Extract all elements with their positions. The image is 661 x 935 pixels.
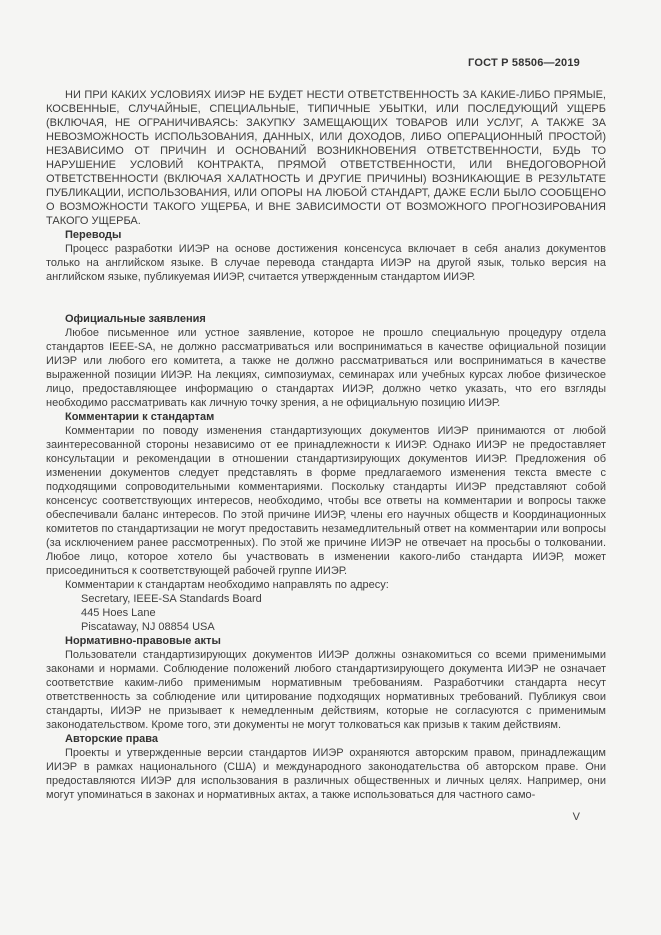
address-line-city: Piscataway, NJ 08854 USA [81,621,215,633]
copyright-paragraph: Проекты и утвержденные версии стандартов ИИЭР охраняются авторским правом, принадлежащим ИИЭР в рамках национального (США) и международного законодательства об авторском праве. Они предоставляются ИИЭР для использования в различных общественных и личных целях. Например, они могут упоминаться в законах и нормативных актах, а также использоваться для частного само- [46,747,606,801]
translations-paragraph: Процесс разработки ИИЭР на основе достижения консенсуса включает в себя анализ документов только на английском языке. В случае перевода стандарта ИИЭР на другой язык, только версия на английском языке, публикуемая ИИЭР, считается утвержденным стандартом ИИЭР. [46,243,606,283]
section-heading-official-statements: Официальные заявления [65,313,206,325]
comments-on-standards-paragraph: Комментарии по поводу изменения стандартизующих документов ИИЭР принимаются от любой заинтересованной стороны независимо от ее принадлежности к ИИЭР. Однако ИИЭР не предоставляет консультации и рекомендации в отношении стандартизирующих документов ИИЭР. Предложения об изменении документов следует представлять в форме предлагаемого изменения текста вместе с подходящими сопроводительными комментариями. Поскольку стандарты ИИЭР представляют собой консенсус соответствующих интересов, необходимо, чтобы все ответы на комментарии и вопросы также обеспечивали баланс интересов. По этой причине ИИЭР, члены его научных обществ и Координационных комитетов по стандартизации не могут предоставить незамедлительный ответ на комментарии или вопросы (за исключением ранее рассмотренных). По этой же причине ИИЭР не отвечает на просьбы о толковании. Любое лицо, которое хотело бы участвовать в изменении какого-либо стандарта ИИЭР, может присоединиться к соответствующей рабочей группе ИИЭР. [46,425,606,577]
legal-regulations-paragraph: Пользователи стандартизирующих документов ИИЭР должны ознакомиться со всеми применимыми законами и нормами. Соблюдение положений любого стандартизирующего документа ИИЭР не означает соответствие каким-либо применимым нормативным требованиям. Разработчики стандарта несут ответственность за соблюдение или цитирование подходящих нормативных требований. Публикуя свои стандарты, ИИЭР не призывает к немедленным действиям, которые не согласуются с применимым законодательством. Кроме того, эти документы не могут толковаться как призыв к таким действиям. [46,649,606,731]
section-heading-translations: Переводы [65,229,122,241]
comments-address-intro: Комментарии к стандартам необходимо направлять по адресу: [65,579,389,591]
address-line-secretary: Secretary, IEEE-SA Standards Board [81,593,262,605]
document-code-header: ГОСТ Р 58506—2019 [468,57,580,69]
official-statements-paragraph: Любое письменное или устное заявление, которое не прошло специальную процедуру отдела стандартов IEEE-SA, не должно рассматриваться или восприниматься в качестве официальной позиции ИИЭР или любого его комитета, а также не должно рассматриваться или восприниматься в качестве выраженной позиции ИИЭР. На лекциях, симпозиумах, семинарах или учебных курсах любое физическое лицо, предоставляющее информацию о стандартах ИИЭР, должно четко указать, что его взгляды необходимо рассматривать как личную точку зрения, а не официальную позицию ИИЭР. [46,327,606,409]
section-heading-copyright: Авторские права [65,733,159,745]
page-number: V [572,811,580,823]
liability-disclaimer-paragraph: НИ ПРИ КАКИХ УСЛОВИЯХ ИИЭР НЕ БУДЕТ НЕСТИ ОТВЕТСТВЕННОСТЬ ЗА КАКИЕ-ЛИБО ПРЯМЫЕ, КОСВЕННЫЕ, СЛУЧАЙНЫЕ, СПЕЦИАЛЬНЫЕ, ТИПИЧНЫЕ УБЫТКИ, ИЛИ ПОСЛЕДУЮЩИЙ УЩЕРБ (ВКЛЮЧАЯ, НЕ ОГРАНИЧИВАЯСЬ: ЗАКУПКУ ЗАМЕЩАЮЩИХ ТОВАРОВ ИЛИ УСЛУГ, А ТАКЖЕ ЗА НЕВОЗМОЖНОСТЬ ИСПОЛЬЗОВАНИЯ, ДАННЫХ, ИЛИ ДОХОДОВ, ЛИБО ОПЕРАЦИОННЫЙ ПРОСТОЙ) НЕЗАВИСИМО ОТ ПРИЧИН И ОСНОВАНИЙ ВОЗНИКНОВЕНИЯ ОТВЕТСТВЕННОСТИ, БУДЬ ТО НАРУШЕНИЕ УСЛОВИЙ КОНТРАКТА, ПРЯМОЙ ОТВЕТСТВЕННОСТИ, ИЛИ ВНЕДОГОВОРНОЙ ОТВЕТСТВЕННОСТИ (ВКЛЮЧАЯ ХАЛАТНОСТЬ И ДРУГИЕ ПРИЧИНЫ) ВОЗНИКАЮЩИЕ В РЕЗУЛЬТАТЕ ПУБЛИКАЦИИ, ИСПОЛЬЗОВАНИЯ, ИЛИ ОПОРЫ НА ЛЮБОЙ СТАНДАРТ, ДАЖЕ ЕСЛИ БЫЛО СООБЩЕНО О ВОЗМОЖНОСТИ ТАКОГО УЩЕРБА, И ВНЕ ЗАВИСИМОСТИ ОТ ВОЗМОЖНОГО ПРОГНОЗИРОВАНИЯ ТАКОГО УЩЕРБА. [46,89,606,227]
section-heading-legal-regulations: Нормативно-правовые акты [65,635,221,647]
address-line-street: 445 Hoes Lane [81,607,156,619]
section-heading-comments-on-standards: Комментарии к стандартам [65,411,215,423]
